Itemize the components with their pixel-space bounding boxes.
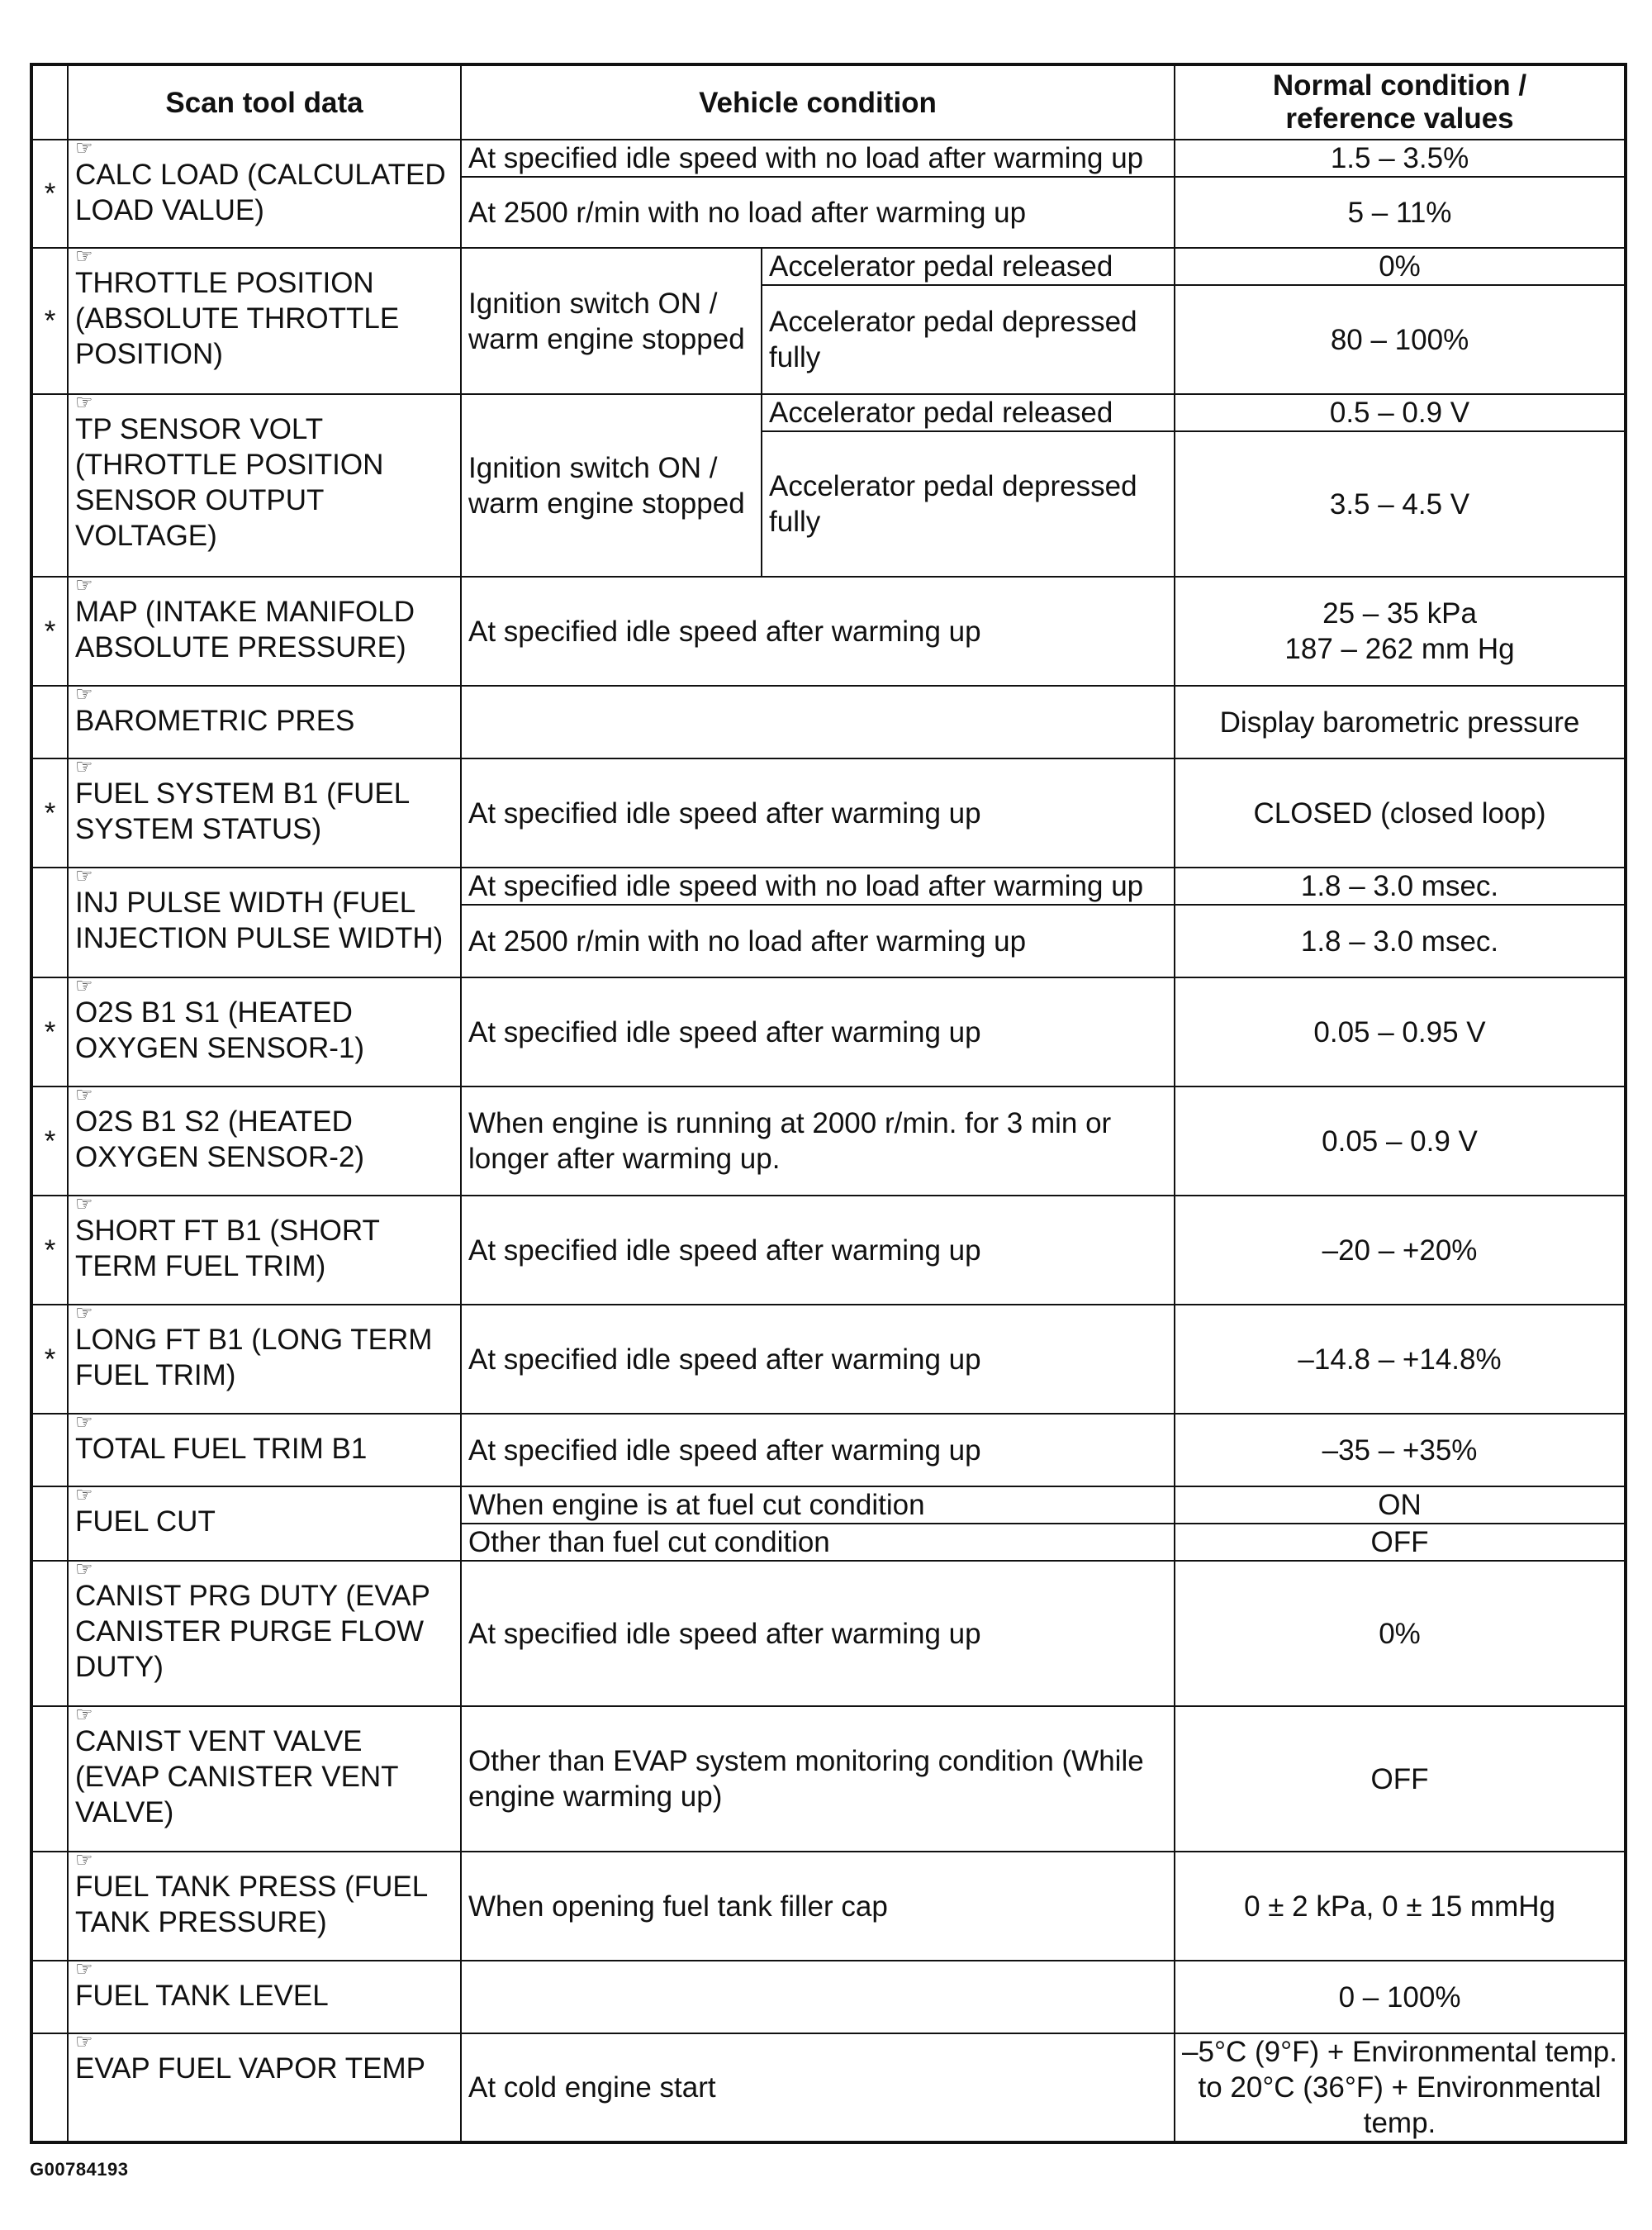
scan-tool-data-label: INJ PULSE WIDTH (FUEL INJECTION PULSE WIDTH): [75, 887, 444, 954]
table-row: [31, 977, 1626, 1086]
table-row: [31, 1196, 1626, 1305]
vehicle-condition: At specified idle speed after warming up: [461, 977, 1175, 1086]
pointing-hand-icon: ☞: [75, 683, 93, 706]
scan-tool-data-label: CALC LOAD (CALCULATED LOAD VALUE): [75, 159, 446, 226]
table-row: [31, 686, 1626, 758]
vehicle-condition: At specified idle speed after warming up: [461, 1414, 1175, 1486]
vehicle-condition: Accelerator pedal released: [762, 394, 1175, 431]
scan-tool-data-label: CANIST PRG DUTY (EVAP CANISTER PURGE FLOW DUTY): [75, 1580, 430, 1683]
pointing-hand-icon: ☞: [75, 865, 93, 887]
table-row: [31, 758, 1626, 868]
table-row: [31, 1706, 1626, 1852]
vehicle-condition: At 2500 r/min with no load after warming up: [461, 905, 1175, 977]
scan-tool-data-cell: [68, 574, 461, 686]
vehicle-condition: At specified idle speed after warming up: [461, 1305, 1175, 1414]
table-row: [31, 1561, 1626, 1706]
scan-tool-data-label: FUEL CUT: [75, 1505, 216, 1538]
scan-tool-data-cell: [68, 245, 461, 394]
scan-tool-data-label: FUEL TANK LEVEL: [75, 1980, 329, 2012]
scan-tool-data-label: BAROMETRIC PRES: [75, 705, 355, 737]
scan-tool-data-cell: [68, 1411, 461, 1486]
table-row: [31, 1305, 1626, 1414]
asterisk-marker: [31, 1561, 68, 1706]
table-row: [31, 1961, 1626, 2033]
vehicle-condition: At specified idle speed after warming up: [461, 577, 1175, 686]
vehicle-condition-main: Ignition switch ON / warm engine stopped: [461, 394, 762, 577]
asterisk-marker: [31, 1414, 68, 1486]
scan-tool-data-label: O2S B1 S1 (HEATED OXYGEN SENSOR-1): [75, 996, 365, 1064]
asterisk-marker: *: [31, 248, 68, 394]
pointing-hand-icon: ☞: [75, 1958, 93, 1980]
scan-tool-data-label: THROTTLE POSITION (ABSOLUTE THROTTLE POSITION): [75, 267, 400, 370]
reference-value: Display barometric pressure: [1175, 686, 1626, 758]
reference-value: 0.05 – 0.9 V: [1175, 1086, 1626, 1196]
reference-value: 80 – 100%: [1175, 285, 1626, 394]
scan-tool-data-label: CANIST VENT VALVE (EVAP CANISTER VENT VALVE): [75, 1725, 398, 1828]
reference-value: ON: [1175, 1486, 1626, 1524]
pointing-hand-icon: ☞: [75, 245, 93, 268]
scan-tool-data-table: [30, 63, 1627, 2144]
scan-tool-data-cell: [68, 137, 461, 248]
vehicle-condition: At specified idle speed with no load after warming up: [461, 140, 1175, 177]
asterisk-marker: *: [31, 140, 68, 248]
vehicle-condition: At cold engine start: [461, 2033, 1175, 2142]
reference-value: 25 – 35 kPa 187 – 262 mm Hg: [1175, 577, 1626, 686]
asterisk-marker: *: [31, 1305, 68, 1414]
header-star: [31, 64, 68, 140]
table-row: [31, 868, 1626, 905]
vehicle-condition: When engine is at fuel cut condition: [461, 1486, 1175, 1524]
scan-tool-data-cell: [68, 758, 461, 868]
header-normal-condition: Normal condition / reference values: [1175, 64, 1626, 140]
reference-value: 5 – 11%: [1175, 177, 1626, 248]
table-row: [31, 394, 1626, 431]
scan-tool-data-cell: [68, 394, 461, 577]
scan-tool-data-cell: [68, 2033, 461, 2142]
scan-tool-data-label: MAP (INTAKE MANIFOLD ABSOLUTE PRESSURE): [75, 596, 415, 663]
asterisk-marker: [31, 1852, 68, 1961]
vehicle-condition: Accelerator pedal depressed fully: [762, 285, 1175, 394]
reference-value: –20 – +20%: [1175, 1196, 1626, 1305]
vehicle-condition: At specified idle speed with no load after warming up: [461, 868, 1175, 905]
table-row: [31, 1486, 1626, 1524]
asterisk-marker: [31, 1961, 68, 2033]
header-row: [31, 64, 1626, 140]
vehicle-condition: When engine is running at 2000 r/min. for 3 min or longer after warming up.: [461, 1086, 1175, 1196]
scan-tool-data-label: FUEL TANK PRESS (FUEL TANK PRESSURE): [75, 1871, 427, 1938]
reference-value: –5°C (9°F) + Environmental temp. to 20°C (36°F) + Environmental temp.: [1175, 2033, 1626, 2142]
asterisk-marker: [31, 868, 68, 977]
asterisk-marker: *: [31, 577, 68, 686]
vehicle-condition: At 2500 r/min with no load after warming up: [461, 177, 1175, 248]
scan-tool-data-label: LONG FT B1 (LONG TERM FUEL TRIM): [75, 1324, 433, 1391]
scan-tool-data-label: EVAP FUEL VAPOR TEMP: [75, 2052, 426, 2085]
vehicle-condition: Accelerator pedal depressed fully: [762, 431, 1175, 577]
pointing-hand-icon: ☞: [75, 1193, 93, 1215]
vehicle-condition: [461, 1961, 1175, 2033]
asterisk-marker: [31, 1706, 68, 1852]
scan-tool-data-cell: [68, 1086, 461, 1196]
pointing-hand-icon: ☞: [75, 2031, 93, 2053]
vehicle-condition: At specified idle speed after warming up: [461, 1196, 1175, 1305]
asterisk-marker: [31, 1486, 68, 1561]
pointing-hand-icon: ☞: [75, 756, 93, 778]
vehicle-condition: Other than fuel cut condition: [461, 1524, 1175, 1561]
pointing-hand-icon: ☞: [75, 1849, 93, 1871]
scan-tool-data-cell: [68, 977, 461, 1086]
scan-tool-data-label: FUEL SYSTEM B1 (FUEL SYSTEM STATUS): [75, 777, 409, 845]
scan-tool-data-label: TP SENSOR VOLT (THROTTLE POSITION SENSOR OUTPUT VOLTAGE): [75, 413, 384, 552]
asterisk-marker: *: [31, 977, 68, 1086]
scan-tool-data-label: O2S B1 S2 (HEATED OXYGEN SENSOR-2): [75, 1105, 365, 1173]
asterisk-marker: *: [31, 1086, 68, 1196]
asterisk-marker: [31, 394, 68, 577]
vehicle-condition: [461, 686, 1175, 758]
vehicle-condition: At specified idle speed after warming up: [461, 758, 1175, 868]
reference-value: CLOSED (closed loop): [1175, 758, 1626, 868]
reference-value: 1.8 – 3.0 msec.: [1175, 868, 1626, 905]
reference-value: 3.5 – 4.5 V: [1175, 431, 1626, 577]
table-row: [31, 2033, 1626, 2142]
scan-tool-data-cell: [68, 683, 461, 758]
pointing-hand-icon: ☞: [75, 975, 93, 997]
reference-value: 0 – 100%: [1175, 1961, 1626, 2033]
asterisk-marker: [31, 2033, 68, 2142]
header-scan-tool-data: Scan tool data: [68, 64, 461, 140]
scan-tool-data-cell: [68, 1706, 461, 1852]
table-row: [31, 1414, 1626, 1486]
pointing-hand-icon: ☞: [75, 1302, 93, 1324]
vehicle-condition: Other than EVAP system monitoring condition (While engine warming up): [461, 1706, 1175, 1852]
table-row: [31, 577, 1626, 686]
scan-tool-data-cell: [68, 1558, 461, 1706]
figure-id: G00784193: [30, 2159, 129, 2180]
pointing-hand-icon: ☞: [75, 1704, 93, 1726]
scan-tool-data-label: SHORT FT B1 (SHORT TERM FUEL TRIM): [75, 1215, 380, 1282]
table-row: [31, 140, 1626, 177]
header-vehicle-condition: Vehicle condition: [461, 64, 1175, 140]
table-row: [31, 248, 1626, 285]
asterisk-marker: [31, 686, 68, 758]
scan-tool-data-cell: [68, 865, 461, 977]
reference-value: –35 – +35%: [1175, 1414, 1626, 1486]
reference-value: 1.8 – 3.0 msec.: [1175, 905, 1626, 977]
pointing-hand-icon: ☞: [75, 1084, 93, 1106]
reference-value: 0%: [1175, 1561, 1626, 1706]
reference-value: 0%: [1175, 248, 1626, 285]
pointing-hand-icon: ☞: [75, 574, 93, 597]
reference-value: 0 ± 2 kPa, 0 ± 15 mmHg: [1175, 1852, 1626, 1961]
asterisk-marker: *: [31, 1196, 68, 1305]
scan-tool-data-cell: [68, 1302, 461, 1414]
pointing-hand-icon: ☞: [75, 392, 93, 414]
reference-value: –14.8 – +14.8%: [1175, 1305, 1626, 1414]
reference-value: 1.5 – 3.5%: [1175, 140, 1626, 177]
scan-tool-data-cell: [68, 1958, 461, 2033]
scan-tool-data-label: TOTAL FUEL TRIM B1: [75, 1433, 368, 1465]
pointing-hand-icon: ☞: [75, 137, 93, 159]
scan-tool-data-cell: [68, 1193, 461, 1305]
vehicle-condition-main: Ignition switch ON / warm engine stopped: [461, 248, 762, 394]
reference-value: 0.5 – 0.9 V: [1175, 394, 1626, 431]
scan-tool-data-cell: [68, 1849, 461, 1961]
asterisk-marker: *: [31, 758, 68, 868]
reference-value: 0.05 – 0.95 V: [1175, 977, 1626, 1086]
vehicle-condition: When opening fuel tank filler cap: [461, 1852, 1175, 1961]
pointing-hand-icon: ☞: [75, 1484, 93, 1506]
reference-value: OFF: [1175, 1706, 1626, 1852]
vehicle-condition: Accelerator pedal released: [762, 248, 1175, 285]
pointing-hand-icon: ☞: [75, 1411, 93, 1434]
reference-value: OFF: [1175, 1524, 1626, 1561]
table-row: [31, 1086, 1626, 1196]
table-row: [31, 1852, 1626, 1961]
vehicle-condition: At specified idle speed after warming up: [461, 1561, 1175, 1706]
pointing-hand-icon: ☞: [75, 1558, 93, 1581]
scan-tool-data-cell: [68, 1486, 461, 1561]
